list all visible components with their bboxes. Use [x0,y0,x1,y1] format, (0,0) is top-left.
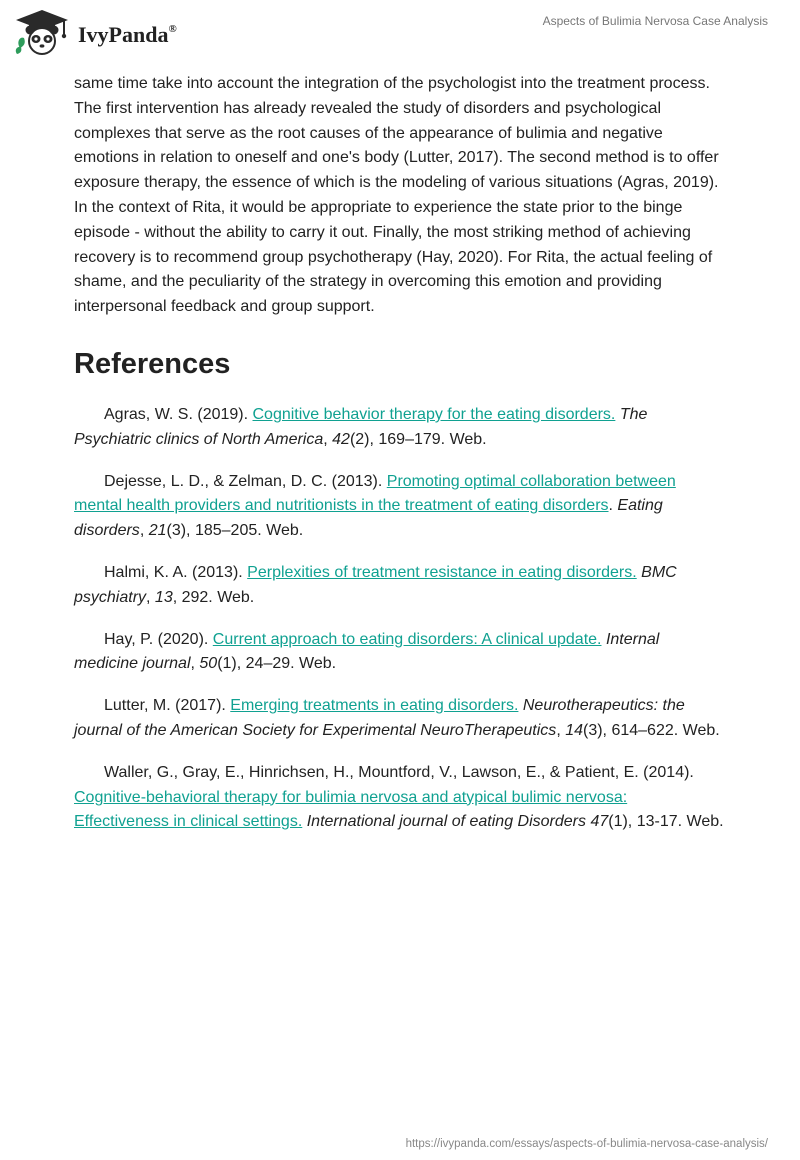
reference-journal: International journal of eating Disorders [306,813,586,831]
reference-link[interactable]: Cognitive-behavioral therapy for bulimia nervosa and atypical bulimic nervosa: Effectiveness in clinical settings. [74,788,628,831]
reference-details: (2), 169–179. Web. [349,430,487,448]
document-title: Aspects of Bulimia Nervosa Case Analysis [542,14,768,28]
page-header [0,0,800,64]
reference-journal: Internal medicine journal [74,630,660,673]
reference-separator: , [139,522,149,540]
reference-volume: 47 [590,813,609,831]
reference-separator: , [323,430,333,448]
reference-entry [74,470,726,544]
ivypanda-logo[interactable] [14,8,194,58]
reference-separator: , [190,655,200,673]
essay-content [74,72,726,852]
brand-name: IvyPanda® [78,22,177,47]
reference-authors: Halmi, K. A. (2013). [104,563,248,581]
reference-details: (1), 24–29. Web. [217,655,337,673]
reference-entry [74,403,726,453]
reference-entry [74,694,726,744]
reference-volume: 50 [199,655,218,673]
reference-authors: Lutter, M. (2017). [104,697,231,715]
references-heading: References [74,347,231,380]
reference-details: (3), 185–205. Web. [166,522,304,540]
reference-journal: The Psychiatric clinics of North America [74,405,648,448]
reference-volume: 14 [565,721,583,739]
panda-graduate-icon [14,8,70,56]
reference-authors: Agras, W. S. (2019). [104,405,253,423]
reference-link[interactable]: Perplexities of treatment resistance in eating disorders. [247,563,637,581]
reference-separator: . [608,497,618,515]
reference-link[interactable]: Cognitive behavior therapy for the eating disorders. [252,405,616,423]
reference-authors: Hay, P. (2020). [104,630,213,648]
reference-separator: , [146,588,155,606]
reference-journal: Neurotherapeutics: the journal of the American Society for Experimental NeuroTherapeutics [74,697,685,739]
reference-volume: 21 [148,522,167,540]
reference-link[interactable]: Emerging treatments in eating disorders. [230,697,519,715]
body-paragraph: same time take into account the integration of the psychologist into the treatment process. The first intervention has already revealed the study of disorders and psychological complexes that serve as the root causes of the appearance of bulimia and negative emotions in relation to oneself and one's body (Lutter, 2017). The second method is to offer exposure therapy, the essence of which is the modeling of various situations (Agras, 2019). In the context of Rita, it would be appropriate to experience the state prior to the binge episode - without the ability to carry it out. Finally, the most striking method of achieving recovery is to recommend group psychotherapy (Hay, 2020). For Rita, the actual feeling of shame, and the peculiarity of the strategy in overcoming this emotion and providing interpersonal feedback and group support. [74,75,719,316]
reference-volume: 13 [154,588,173,606]
reference-authors: Waller, G., Gray, E., Hinrichsen, H., Mountford, V., Lawson, E., & Patient, E. (2014). [104,763,694,781]
references-list [74,403,726,835]
reference-separator: , [556,721,566,739]
reference-link[interactable]: Promoting optimal collaboration between mental health providers and nutritionists in the treatment of eating disorders [74,472,676,515]
reference-journal: BMC psychiatry [74,563,677,606]
page-source-url: https://ivypanda.com/essays/aspects-of-bulimia-nervosa-case-analysis/ [405,1138,768,1150]
reference-details: , 292. Web. [172,588,255,606]
reference-volume: 42 [332,430,350,448]
reference-entry [74,561,726,611]
reference-entry [74,628,726,678]
reference-journal: Eating disorders [74,497,663,540]
reference-details: (3), 614–622. Web. [583,721,720,739]
reference-details: (1), 13-17. Web. [608,813,724,831]
reference-authors: Dejesse, L. D., & Zelman, D. C. (2013). [104,472,387,490]
reference-entry [74,761,726,835]
reference-link[interactable]: Current approach to eating disorders: A clinical update. [212,630,602,648]
